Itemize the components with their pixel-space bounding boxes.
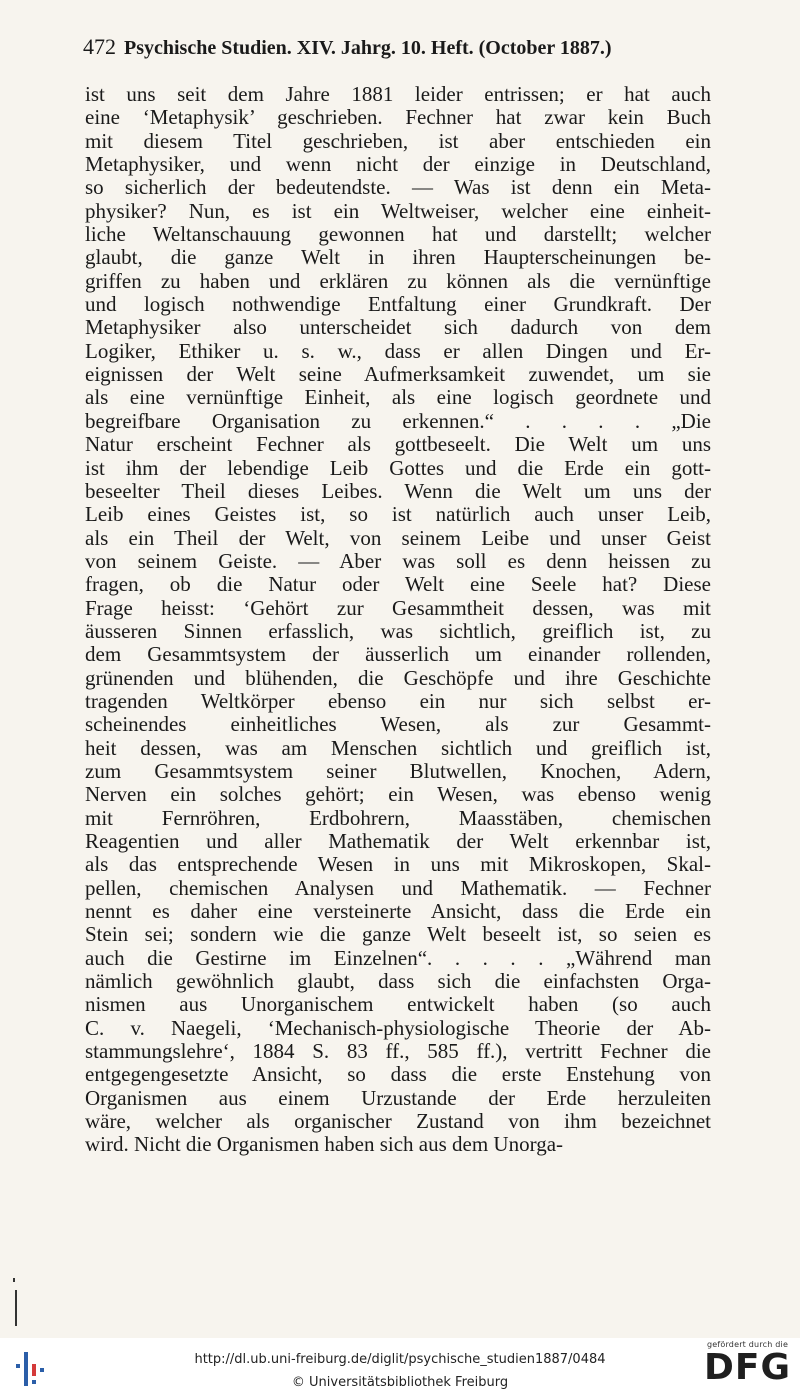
dfg-funding-note: gefördert durch die — [706, 1340, 789, 1349]
text-line: nennt es daher eine versteinerte Ansicht, dass die Erde ein — [85, 900, 711, 924]
text-line: Nerven ein solches gehört; ein Wesen, was ebenso wenig — [85, 783, 711, 807]
text-line: glaubt, die ganze Welt in ihren Haupterscheinungen be- — [85, 246, 711, 270]
text-line: so sicherlich der bedeutendste. — Was ist denn ein Meta- — [85, 176, 711, 200]
text-line: eine ‘Metaphysik’ geschrieben. Fechner hat zwar kein Buch — [85, 106, 711, 130]
text-line: eignissen der Welt seine Aufmerksamkeit zuwendet, um sie — [85, 363, 711, 387]
text-line: stammungslehre‘, 1884 S. 83 ff., 585 ff.), vertritt Fechner die — [85, 1040, 711, 1064]
text-line: Reagentien und aller Mathematik der Welt erkennbar ist, — [85, 830, 711, 853]
text-line: ist uns seit dem Jahre 1881 leider entrissen; er hat auch — [85, 83, 711, 106]
text-line: auch die Gestirne im Einzelnen“. . . . . „Während man — [85, 946, 711, 970]
text-line: entgegengesetzte Ansicht, so dass die erste Enstehung von — [85, 1063, 711, 1087]
text-line: mit Fernröhren, Erdbohrern, Maasstäben, chemischen — [85, 806, 711, 830]
page-number: 472 — [83, 34, 116, 59]
text-line: fragen, ob die Natur oder Welt eine Seele hat? Diese — [85, 573, 711, 597]
text-line: wird. Nicht die Organismen haben sich aus dem Unorga- — [85, 1133, 564, 1157]
text-line: heit dessen, was am Menschen sichtlich und greiflich ist, — [85, 736, 711, 760]
text-line: pellen, chemischen Analysen und Mathematik. — Fechner — [85, 876, 711, 900]
text-line: Organismen aus einem Urzustande der Erde herzuleiten — [85, 1086, 711, 1110]
header-title: Psychische Studien. XIV. Jahrg. 10. Heft. (October 1887.) — [124, 37, 612, 59]
text-line: Metaphysiker also unterscheidet sich dadurch von dem — [85, 316, 711, 340]
text-line: wäre, welcher als organischer Zustand von ihm bezeichnet — [85, 1110, 711, 1134]
text-line: Leib eines Geistes ist, so ist natürlich auch unser Leib, — [85, 503, 711, 527]
text-line: Stein sei; sondern wie die ganze Welt beseelt ist, so seien es — [85, 923, 711, 947]
text-line: als ein Theil der Welt, von seinem Leibe und unser Geist — [85, 526, 711, 550]
text-line: dem Gesammtsystem der äusserlich um einander rollenden, — [85, 643, 711, 667]
text-line: zum Gesammtsystem seiner Blutwellen, Knochen, Adern, — [85, 759, 711, 783]
text-line: Frage heisst: ‘Gehört zur Gesammtheit dessen, was mit — [85, 596, 711, 620]
dfg-logo-text: DFG — [703, 1347, 792, 1388]
text-line: als das entsprechende Wesen in uns mit Mikroskopen, Skal- — [85, 853, 711, 877]
text-line: liche Weltanschauung gewonnen hat und darstellt; welcher — [85, 223, 711, 247]
text-line: Logiker, Ethiker u. s. w., dass er allen Dingen und Er- — [85, 339, 711, 363]
text-line: als eine vernünftige Einheit, als eine logisch geordnete und — [85, 386, 711, 410]
body-text — [85, 83, 711, 1157]
text-line: äusseren Sinnen erfasslich, was sichtlich, greiflich ist, zu — [85, 619, 711, 643]
text-line: physiker? Nun, es ist ein Weltweiser, welcher eine einheit- — [85, 199, 711, 223]
text-line: ist ihm der lebendige Leib Gottes und die Erde ein gott- — [85, 456, 711, 480]
text-line: beseelter Theil dieses Leibes. Wenn die Welt um uns der — [85, 479, 711, 503]
margin-mark — [10, 1278, 22, 1328]
text-line: scheinendes einheitliches Wesen, als zur Gesammt- — [85, 713, 711, 737]
source-url[interactable]: http://dl.ub.uni-freiburg.de/diglit/psychische_studien1887/0484 — [194, 1352, 606, 1367]
text-line: griffen zu haben und erklären zu können als die vernünftige — [85, 269, 711, 293]
text-line: grünenden und blühenden, die Geschöpfe und ihre Geschichte — [85, 666, 711, 690]
text-line: nämlich gewöhnlich glaubt, dass sich die einfachsten Orga- — [85, 970, 711, 994]
text-line: begreifbare Organisation zu erkennen.“ . . . . „Die — [85, 409, 711, 433]
dfg-logo-icon — [700, 1340, 795, 1393]
text-line: und logisch nothwendige Entfaltung einer Grundkraft. Der — [85, 293, 711, 317]
running-header — [83, 34, 713, 60]
text-line: Metaphysiker, und wenn nicht der einzige in Deutschland, — [85, 153, 711, 177]
text-line: C. v. Naegeli, ‘Mechanisch-physiologische Theorie der Ab- — [85, 1016, 711, 1040]
footer-bar — [0, 1338, 800, 1395]
text-line: Natur erscheint Fechner als gottbeseelt. Die Welt um uns — [85, 433, 711, 457]
text-line: tragenden Weltkörper ebenso ein nur sich selbst er- — [85, 689, 711, 713]
text-line: mit diesem Titel geschrieben, ist aber entschieden ein — [85, 129, 711, 153]
copyright-notice: © Universitätsbibliothek Freiburg — [291, 1375, 509, 1390]
text-line: von seinem Geiste. — Aber was soll es denn heissen zu — [85, 549, 711, 573]
text-line: nismen aus Unorganischem entwickelt haben (so auch — [85, 993, 711, 1017]
